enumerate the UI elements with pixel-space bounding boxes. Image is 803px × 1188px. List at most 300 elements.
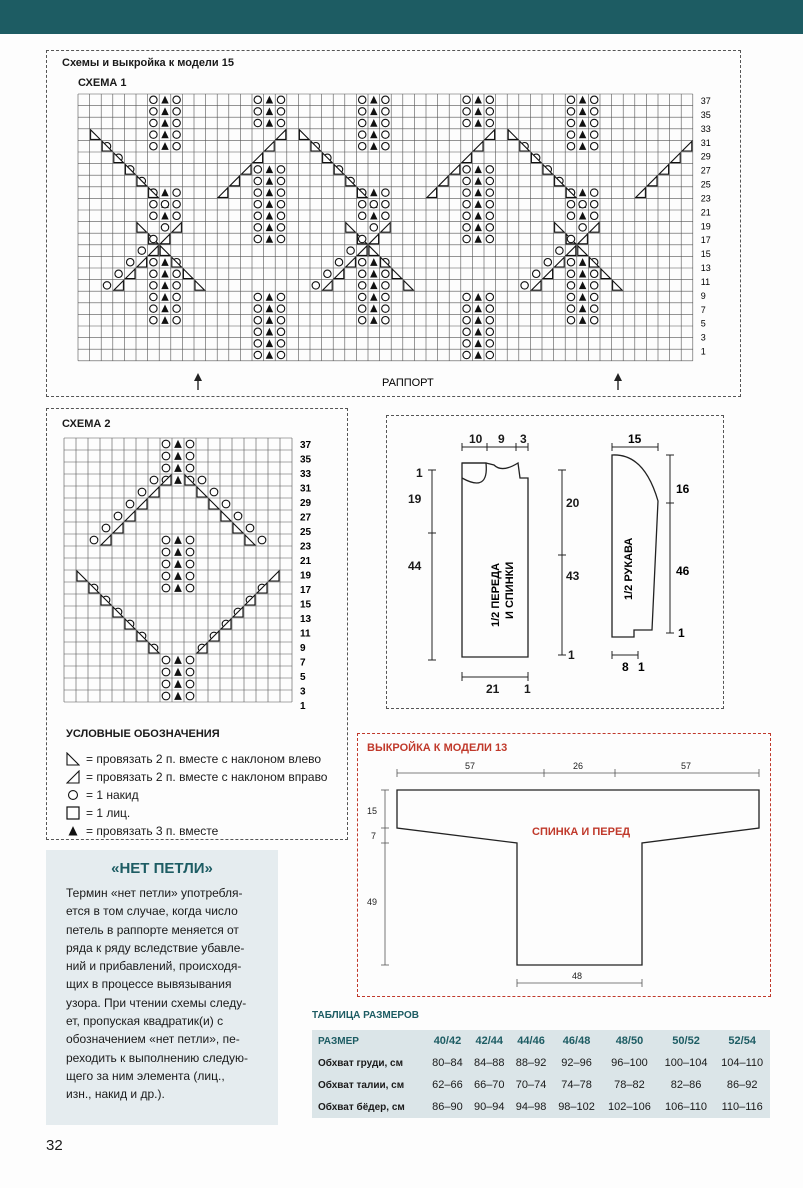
scheme2-chart xyxy=(0,0,350,720)
three-together-mark xyxy=(474,235,481,243)
yarn-over-mark xyxy=(382,96,389,103)
table-cell: 50/52 xyxy=(672,1035,700,1047)
yarn-over-mark xyxy=(358,316,365,323)
table-cell: 86–90 xyxy=(432,1101,463,1113)
three-together-mark xyxy=(370,270,377,278)
table-cell: 66–70 xyxy=(473,1079,505,1091)
row-number: 35 xyxy=(300,454,312,466)
yarn-over-mark xyxy=(590,189,597,196)
three-together-mark xyxy=(370,305,377,313)
table-cell: 52/54 xyxy=(728,1035,756,1047)
legend-text: = провязать 3 п. вместе xyxy=(86,824,219,838)
note-title: «НЕТ ПЕТЛИ» xyxy=(111,860,213,877)
row-number: 21 xyxy=(300,556,312,567)
left-slant-mark xyxy=(245,535,255,545)
front-label-2: И СПИНКИ xyxy=(504,561,516,619)
right-slant-mark xyxy=(357,246,367,256)
three-together-mark xyxy=(579,258,586,266)
yarn-over-mark xyxy=(463,340,470,347)
row-number: 13 xyxy=(700,263,711,274)
row-number: 29 xyxy=(300,498,312,509)
dim-front-right-3: 1 xyxy=(568,648,575,662)
yarn-over-mark xyxy=(358,305,365,312)
yarn-over-mark xyxy=(463,224,470,231)
piece-label: СПИНКА И ПЕРЕД xyxy=(532,826,631,838)
yarn-over-mark xyxy=(126,500,134,508)
pattern13-drawing xyxy=(357,733,771,997)
yarn-over-mark xyxy=(186,692,194,700)
yarn-over-mark xyxy=(162,560,170,568)
three-together-mark xyxy=(370,293,377,301)
yarn-over-mark xyxy=(567,200,574,207)
note-line: щего за ним элемента (лиц., xyxy=(66,1068,225,1083)
table-cell: Обхват бёдер, см xyxy=(318,1101,405,1113)
dim-front-top-1: 10 xyxy=(469,432,483,446)
dim-front-left-3: 44 xyxy=(408,559,422,573)
yarn-over-mark xyxy=(382,316,389,323)
yarn-over-mark xyxy=(150,476,158,484)
right-slant-mark xyxy=(439,176,449,186)
row-number: 17 xyxy=(700,235,711,246)
table-cell: 88–92 xyxy=(515,1057,547,1069)
yarn-over-mark xyxy=(69,791,78,800)
note-line: изн., накид и др.). xyxy=(66,1087,165,1102)
yarn-over-mark xyxy=(544,258,551,265)
three-together-mark xyxy=(579,270,586,278)
dim-front-bottom-2: 1 xyxy=(524,682,531,696)
left-slant-mark xyxy=(369,246,379,256)
section-title: Схемы и выкройка к модели 15 xyxy=(62,57,234,69)
yarn-over-mark xyxy=(486,96,493,103)
right-slant-mark xyxy=(647,176,657,186)
three-together-mark xyxy=(474,177,481,185)
left-slant-mark xyxy=(209,499,219,509)
left-slant-mark xyxy=(404,281,414,291)
row-number: 37 xyxy=(300,440,312,451)
yarn-over-mark xyxy=(463,212,470,219)
row-number: 7 xyxy=(700,304,706,315)
right-slant-mark xyxy=(659,165,669,175)
three-together-mark xyxy=(370,316,377,324)
yarn-over-mark xyxy=(486,212,493,219)
three-together-mark xyxy=(474,351,481,359)
yarn-over-mark xyxy=(358,270,365,277)
table-cell: 74–78 xyxy=(561,1079,592,1091)
table-cell: 82–86 xyxy=(670,1079,702,1091)
row-number: 21 xyxy=(700,207,711,218)
left-slant-mark xyxy=(197,487,207,497)
dim-front-top-2: 9 xyxy=(498,432,505,446)
row-number: 27 xyxy=(300,512,312,524)
three-together-mark xyxy=(174,452,182,460)
yarn-over-mark xyxy=(463,108,470,115)
row-number: 1 xyxy=(700,346,706,357)
table-row xyxy=(312,1030,770,1052)
three-together-mark xyxy=(474,189,481,197)
right-slant-mark xyxy=(543,269,553,279)
table-cell: 70–74 xyxy=(515,1079,547,1091)
legend-item xyxy=(66,788,139,802)
left-slant-mark xyxy=(613,281,623,291)
yarn-over-mark xyxy=(186,584,194,592)
yarn-over-mark xyxy=(162,680,170,688)
three-together-mark xyxy=(174,476,182,484)
three-together-mark xyxy=(579,119,586,127)
yarn-over-mark xyxy=(138,488,146,496)
table-cell: Обхват талии, см xyxy=(318,1079,405,1091)
left-slant-mark xyxy=(233,523,243,533)
three-together-mark xyxy=(474,339,481,347)
table-cell: 90–94 xyxy=(473,1101,505,1113)
note-line: реходить к выполнению следую- xyxy=(66,1050,249,1065)
yarn-over-mark xyxy=(463,200,470,207)
table-row xyxy=(312,1074,770,1096)
yarn-over-mark xyxy=(370,224,377,231)
right-slant-mark xyxy=(462,153,472,163)
three-together-mark xyxy=(579,316,586,324)
yarn-over-mark xyxy=(246,524,254,532)
dim-sleeve-right-1: 16 xyxy=(676,482,690,496)
table-cell: 100–104 xyxy=(664,1057,708,1069)
row-number: 33 xyxy=(700,123,711,134)
row-number: 15 xyxy=(300,599,312,611)
row-number: 19 xyxy=(700,221,711,232)
three-together-mark xyxy=(174,548,182,556)
dim-sleeve-right-2: 46 xyxy=(676,564,690,578)
yarn-over-mark xyxy=(358,293,365,300)
three-together-mark xyxy=(474,200,481,208)
note-line: ется в том случае, когда число xyxy=(66,904,238,919)
row-number: 7 xyxy=(300,657,306,669)
left-slant-mark xyxy=(77,571,87,581)
yarn-over-mark xyxy=(162,464,170,472)
three-together-mark xyxy=(370,142,377,150)
yarn-over-mark xyxy=(382,131,389,138)
yarn-over-mark xyxy=(358,282,365,289)
right-slant-mark xyxy=(555,257,565,267)
dim-sleeve-bottom-1: 8 xyxy=(622,660,629,674)
table-cell: 44/46 xyxy=(517,1035,545,1047)
yarn-over-mark xyxy=(370,200,377,207)
right-slant-mark xyxy=(67,771,79,783)
three-together-mark xyxy=(370,131,377,139)
yarn-over-mark xyxy=(198,476,206,484)
row-number: 31 xyxy=(700,137,711,148)
yarn-over-mark xyxy=(579,224,586,231)
three-together-mark xyxy=(579,96,586,104)
three-together-mark xyxy=(579,131,586,139)
three-together-mark xyxy=(370,107,377,115)
pattern13-title: ВЫКРОЙКА К МОДЕЛИ 13 xyxy=(367,742,508,754)
yarn-over-mark xyxy=(358,131,365,138)
row-number: 9 xyxy=(300,643,306,654)
right-slant-mark xyxy=(473,141,483,151)
sleeve-piece xyxy=(612,455,658,637)
yarn-over-mark xyxy=(186,656,194,664)
three-together-mark xyxy=(579,293,586,301)
yarn-over-mark xyxy=(463,235,470,242)
legend-item xyxy=(66,770,327,784)
left-slant-decrease-icon xyxy=(66,752,80,766)
row-number: 1 xyxy=(300,701,306,712)
yarn-over-mark xyxy=(358,108,365,115)
yarn-over-mark xyxy=(486,177,493,184)
note-line: щих в процессе вывязывания xyxy=(66,977,232,992)
row-number: 31 xyxy=(300,483,312,495)
dim-p13-left-2: 7 xyxy=(371,831,377,841)
row-number: 19 xyxy=(300,570,312,582)
row-number: 5 xyxy=(300,672,306,683)
right-slant-mark xyxy=(113,523,123,533)
row-number: 9 xyxy=(700,290,706,301)
legend-item xyxy=(66,824,218,838)
yarn-over-mark xyxy=(590,282,597,289)
row-number: 15 xyxy=(700,249,711,260)
yarn-over-mark xyxy=(567,119,574,126)
yarn-over-mark xyxy=(382,293,389,300)
dim-sleeve-top: 15 xyxy=(628,432,642,446)
three-together-mark xyxy=(370,119,377,127)
three-together-mark xyxy=(579,142,586,150)
yarn-over-mark xyxy=(210,488,218,496)
table-cell: 102–106 xyxy=(608,1101,651,1113)
three-together-mark xyxy=(474,119,481,127)
legend-title: УСЛОВНЫЕ ОБОЗНАЧЕНИЯ xyxy=(66,728,220,740)
row-number: 17 xyxy=(300,585,312,596)
legend-text: = провязать 2 п. вместе с наклоном вправо xyxy=(86,770,328,784)
table-cell: 42/44 xyxy=(475,1035,504,1047)
three-together-mark xyxy=(579,189,586,197)
legend-text: = 1 накид xyxy=(86,788,139,802)
three-together-mark xyxy=(174,668,182,676)
size-table xyxy=(312,1030,770,1118)
note-line: ряда к ряду вследствие убавле- xyxy=(66,940,245,955)
table-cell: 96–100 xyxy=(611,1057,648,1069)
yarn-over-mark xyxy=(590,119,597,126)
yarn-over-mark xyxy=(186,548,194,556)
yarn-over-mark xyxy=(486,328,493,335)
yarn-over-mark xyxy=(486,189,493,196)
yarn-over-icon xyxy=(66,788,80,802)
yarn-over-mark xyxy=(521,282,528,289)
right-slant-decrease-icon xyxy=(66,770,80,784)
note-line: ний и прибавлений, происходя- xyxy=(66,959,242,974)
yarn-over-mark xyxy=(567,235,574,242)
yarn-over-mark xyxy=(358,96,365,103)
right-slant-mark xyxy=(450,165,460,175)
table-cell: 78–82 xyxy=(614,1079,645,1091)
right-slant-mark xyxy=(137,499,147,509)
three-together-mark xyxy=(370,96,377,104)
right-slant-mark xyxy=(381,223,391,233)
three-together-mark xyxy=(174,692,182,700)
yarn-over-mark xyxy=(590,270,597,277)
row-number: 3 xyxy=(300,686,306,698)
table-cell: 48/50 xyxy=(615,1035,644,1047)
three-together-mark xyxy=(474,223,481,231)
yarn-over-mark xyxy=(162,656,170,664)
table-cell: 40/42 xyxy=(433,1035,462,1047)
three-together-mark xyxy=(579,305,586,313)
yarn-over-mark xyxy=(463,316,470,323)
yarn-over-mark xyxy=(590,131,597,138)
yarn-over-mark xyxy=(222,500,230,508)
dim-p13-left-3: 49 xyxy=(367,897,378,907)
row-number: 25 xyxy=(300,527,312,538)
three-together-mark xyxy=(174,536,182,544)
right-slant-mark xyxy=(531,281,541,291)
three-together-mark xyxy=(579,281,586,289)
yarn-over-mark xyxy=(463,119,470,126)
row-number: 13 xyxy=(300,614,312,625)
yarn-over-mark xyxy=(114,512,122,520)
yarn-over-mark xyxy=(590,142,597,149)
right-slant-mark xyxy=(269,571,279,581)
left-slant-mark xyxy=(508,130,518,140)
yarn-over-mark xyxy=(567,305,574,312)
yarn-over-mark xyxy=(463,328,470,335)
pattern15-drawing xyxy=(386,415,724,709)
dim-sleeve-right-3: 1 xyxy=(678,626,685,640)
yarn-over-mark xyxy=(162,692,170,700)
row-number: 27 xyxy=(700,165,711,176)
three-together-mark xyxy=(174,584,182,592)
table-cell: 86–92 xyxy=(726,1079,758,1091)
yarn-over-mark xyxy=(590,316,597,323)
yarn-over-mark xyxy=(486,119,493,126)
yarn-over-mark xyxy=(567,316,574,323)
right-slant-mark xyxy=(566,246,576,256)
left-slant-mark xyxy=(221,511,231,521)
right-slant-mark xyxy=(125,511,135,521)
right-slant-mark xyxy=(682,141,692,151)
row-number: 25 xyxy=(700,179,711,190)
dim-p13-left-1: 15 xyxy=(367,806,378,816)
yarn-over-mark xyxy=(590,108,597,115)
yarn-over-mark xyxy=(567,131,574,138)
right-slant-mark xyxy=(369,234,379,244)
note-line: петель в раппорте меняется от xyxy=(66,922,239,937)
yarn-over-mark xyxy=(463,293,470,300)
table-cell: Обхват груди, см xyxy=(318,1057,403,1069)
yarn-over-mark xyxy=(186,668,194,676)
right-slant-mark xyxy=(101,535,111,545)
row-number: 29 xyxy=(700,151,711,162)
yarn-over-mark xyxy=(567,212,574,219)
table-cell: 92–96 xyxy=(561,1057,592,1069)
garment-outline xyxy=(397,790,759,965)
yarn-over-mark xyxy=(382,119,389,126)
yarn-over-mark xyxy=(532,270,539,277)
three-together-mark xyxy=(370,212,377,220)
yarn-over-mark xyxy=(162,548,170,556)
three-together-mark xyxy=(174,680,182,688)
yarn-over-mark xyxy=(186,452,194,460)
note-line: Термин «нет петли» употребля- xyxy=(66,886,243,900)
table-cell: 84–88 xyxy=(473,1057,505,1069)
dim-p13-bottom: 48 xyxy=(572,971,583,981)
left-slant-mark xyxy=(578,246,588,256)
three-together-mark xyxy=(174,440,182,448)
table-cell: 98–102 xyxy=(558,1101,595,1113)
yarn-over-mark xyxy=(486,235,493,242)
row-number: 11 xyxy=(300,628,311,640)
page-number: 32 xyxy=(46,1137,63,1154)
yarn-over-mark xyxy=(382,200,389,207)
yarn-over-mark xyxy=(567,108,574,115)
three-together-mark xyxy=(174,656,182,664)
note-body xyxy=(66,884,266,1104)
yarn-over-mark xyxy=(486,293,493,300)
yarn-over-mark xyxy=(463,177,470,184)
dim-front-right-2: 43 xyxy=(566,569,580,583)
yarn-over-mark xyxy=(463,166,470,173)
yarn-over-mark xyxy=(486,316,493,323)
table-cell: РАЗМЕР xyxy=(318,1035,359,1047)
dim-front-bottom-1: 21 xyxy=(486,682,500,696)
yarn-over-mark xyxy=(382,270,389,277)
right-slant-mark xyxy=(427,188,437,198)
yarn-over-mark xyxy=(486,166,493,173)
yarn-over-mark xyxy=(486,305,493,312)
yarn-over-mark xyxy=(382,305,389,312)
yarn-over-mark xyxy=(590,305,597,312)
right-slant-mark xyxy=(589,223,599,233)
knit-stitch-icon xyxy=(66,806,80,820)
row-number: 33 xyxy=(300,469,312,480)
three-together-mark xyxy=(370,258,377,266)
three-together-mark xyxy=(579,107,586,115)
yarn-over-mark xyxy=(162,536,170,544)
yarn-over-mark xyxy=(358,212,365,219)
right-slant-mark xyxy=(578,234,588,244)
right-slant-mark xyxy=(671,153,681,163)
yarn-over-mark xyxy=(382,189,389,196)
legend-item xyxy=(66,752,321,766)
right-slant-mark xyxy=(485,130,495,140)
yarn-over-mark xyxy=(162,584,170,592)
three-together-mark xyxy=(474,107,481,115)
three-together-icon xyxy=(66,824,80,838)
yarn-over-mark xyxy=(162,452,170,460)
table-row xyxy=(312,1052,770,1074)
yarn-over-mark xyxy=(486,340,493,347)
yarn-over-mark xyxy=(102,524,110,532)
yarn-over-mark xyxy=(486,108,493,115)
yarn-over-mark xyxy=(186,680,194,688)
yarn-over-mark xyxy=(358,235,365,242)
table-cell: 46/48 xyxy=(562,1035,591,1047)
row-number: 23 xyxy=(700,193,711,204)
legend-text: = 1 лиц. xyxy=(86,806,131,820)
yarn-over-mark xyxy=(358,142,365,149)
yarn-over-mark xyxy=(486,351,493,358)
table-cell: 80–84 xyxy=(432,1057,463,1069)
dim-front-left-2: 19 xyxy=(408,492,422,506)
row-number: 11 xyxy=(700,276,711,287)
yarn-over-mark xyxy=(567,282,574,289)
three-together-mark xyxy=(174,560,182,568)
yarn-over-mark xyxy=(590,200,597,207)
legend-item xyxy=(66,806,130,820)
table-cell: 110–116 xyxy=(721,1101,763,1113)
legend-text: = провязать 2 п. вместе с наклоном влево xyxy=(86,752,322,766)
yarn-over-mark xyxy=(382,108,389,115)
yarn-over-mark xyxy=(382,282,389,289)
note-line: ет, пропуская квадратик(и) с xyxy=(66,1014,224,1029)
row-number: 5 xyxy=(700,318,706,329)
yarn-over-mark xyxy=(186,572,194,580)
